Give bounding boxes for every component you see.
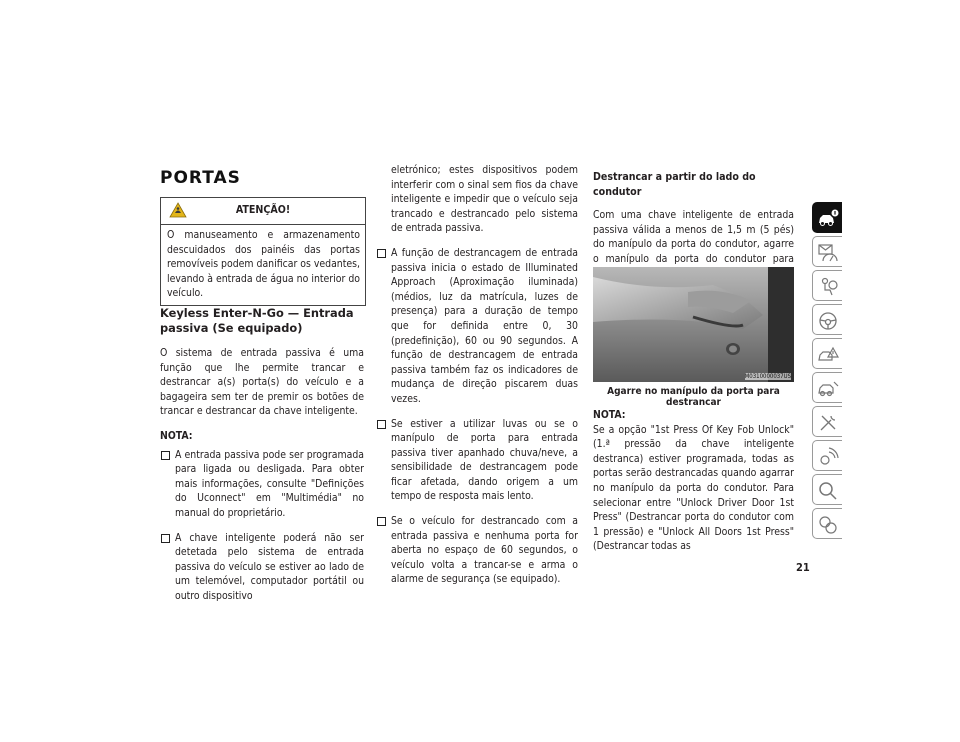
magnifier-icon (817, 480, 839, 502)
tab-safety[interactable] (812, 270, 842, 301)
keyless-heading: Keyless Enter-N-Go — Entrada passiva (Se equipado) (160, 306, 354, 335)
car-info-icon (817, 208, 839, 228)
tab-languages[interactable] (812, 508, 842, 539)
tab-index[interactable] (812, 474, 842, 505)
warning-box (160, 197, 366, 306)
door-handle-photo (593, 267, 794, 382)
car-hazard-icon (817, 344, 839, 366)
driver-side-paragraph: Com uma chave inteligente de entrada passiva válida a menos de 1,5 m (5 pés) do manípulo da porta do condutor, agarre o manípulo da porta do condutor para (593, 209, 794, 265)
airbag-person-icon (817, 276, 839, 298)
mail-dashboard-icon (817, 242, 839, 264)
bullet-text: A função de destrancagem de entrada passiva inicia o estado de Illuminated Approach (Aproximação iluminada) (médios, luz da matrícula, luzes de presença) para a duração de tempo que for definida entre 0, 30 (predefinição), 60 ou 90 segundos. A função de destrancagem de entrada passiva também faz os indicadores de mudança de direção piscarem duas vezes. (391, 246, 578, 405)
bullet-box-icon (377, 517, 386, 526)
warning-text: O manuseamento e armazenamento descuidados dos painéis das portas removíveis podem danificar os vedantes, levando à entrada de água no interior do veículo. (167, 229, 360, 300)
chapter-tabs (812, 202, 842, 542)
driver-side-heading: Destrancar a partir do lado do condutor (593, 171, 756, 198)
figure-caption: Agarre no manípulo da porta para destrancar (607, 386, 780, 408)
list-item (376, 246, 578, 407)
tab-multimedia[interactable] (812, 440, 842, 471)
list-item (160, 531, 364, 604)
keyless-intro: O sistema de entrada passiva é uma função que lhe permite trancar e destrancar a(s) porta(s) do veículo e a bagageira sem ter de premir os botões de trancar e destrancar da chave inteligente. (160, 347, 364, 418)
tab-emergency[interactable] (812, 338, 842, 369)
bullet-text: Se estiver a utilizar luvas ou se o manípulo de porta para entrada passiva tiver apanhado chuva/neve, a sensibilidade de destrancagem pode ficar afetada, dando origem a um tempo de resposta mais lento. (391, 417, 578, 503)
bullet-text: Se o veículo for destrancado com a entrada passiva e nenhuma porta for aberta no espaço de 60 segundos, o veículo volta a trancar-se e arma o alarme de segurança (se equipado). (391, 515, 578, 586)
warning-header (161, 198, 365, 225)
section-title: PORTAS (160, 168, 241, 188)
note-text: Se a opção "1st Press Of Key Fob Unlock" (1.ª pressão da chave inteligente destranca) estiver programada, todas as portas serão destrancadas quando agarrar no manípulo da porta do condutor. Para selecionar entre "Unlock Driver Door 1st Press" (Destrancar porta do condutor com 1 pressão) e "Unlock All Doors 1st Press" (Destrancar todas as (593, 423, 794, 553)
list-item (376, 514, 578, 587)
note-label: NOTA: (160, 429, 193, 442)
note-label: NOTA: (593, 409, 626, 421)
warning-title: ATENÇÃO! (235, 204, 291, 216)
bullet-text: A entrada passiva pode ser programada para ligada ou desligada. Para obter mais informações, consulte "Definições do Uconnect" em "Multimédia" no manual do proprietário. (175, 448, 364, 519)
wrench-screwdriver-icon (817, 412, 839, 434)
list-item (160, 448, 364, 521)
radio-waves-icon (817, 446, 839, 468)
steering-wheel-icon (817, 310, 839, 332)
page-number: 21 (796, 561, 810, 574)
tab-dashboard[interactable] (812, 236, 842, 267)
bullet-box-icon (161, 451, 170, 460)
right-column-bottom (593, 408, 794, 564)
tab-servicing[interactable] (812, 372, 842, 403)
list-item (376, 417, 578, 505)
tab-introduction[interactable] (812, 202, 842, 233)
languages-icon (817, 514, 839, 536)
tab-technical[interactable] (812, 406, 842, 437)
middle-column (376, 163, 578, 597)
car-service-icon (817, 378, 839, 400)
figure-code: M0310000037US (744, 373, 791, 380)
tab-driving[interactable] (812, 304, 842, 335)
left-column (160, 306, 364, 614)
continued-text: eletrónico; estes dispositivos podem interferir com o sinal sem fios da chave inteligente e impedir que o veículo seja trancado e destrancado pelo sistema de entrada passiva. (391, 164, 578, 235)
bullet-box-icon (161, 534, 170, 543)
bullet-box-icon (377, 420, 386, 429)
bullet-text: A chave inteligente poderá não ser detetada pelo sistema de entrada passiva do veículo se estiver ao lado de um telemóvel, computador portátil ou outro dispositivo (175, 531, 364, 602)
bullet-box-icon (377, 249, 386, 258)
